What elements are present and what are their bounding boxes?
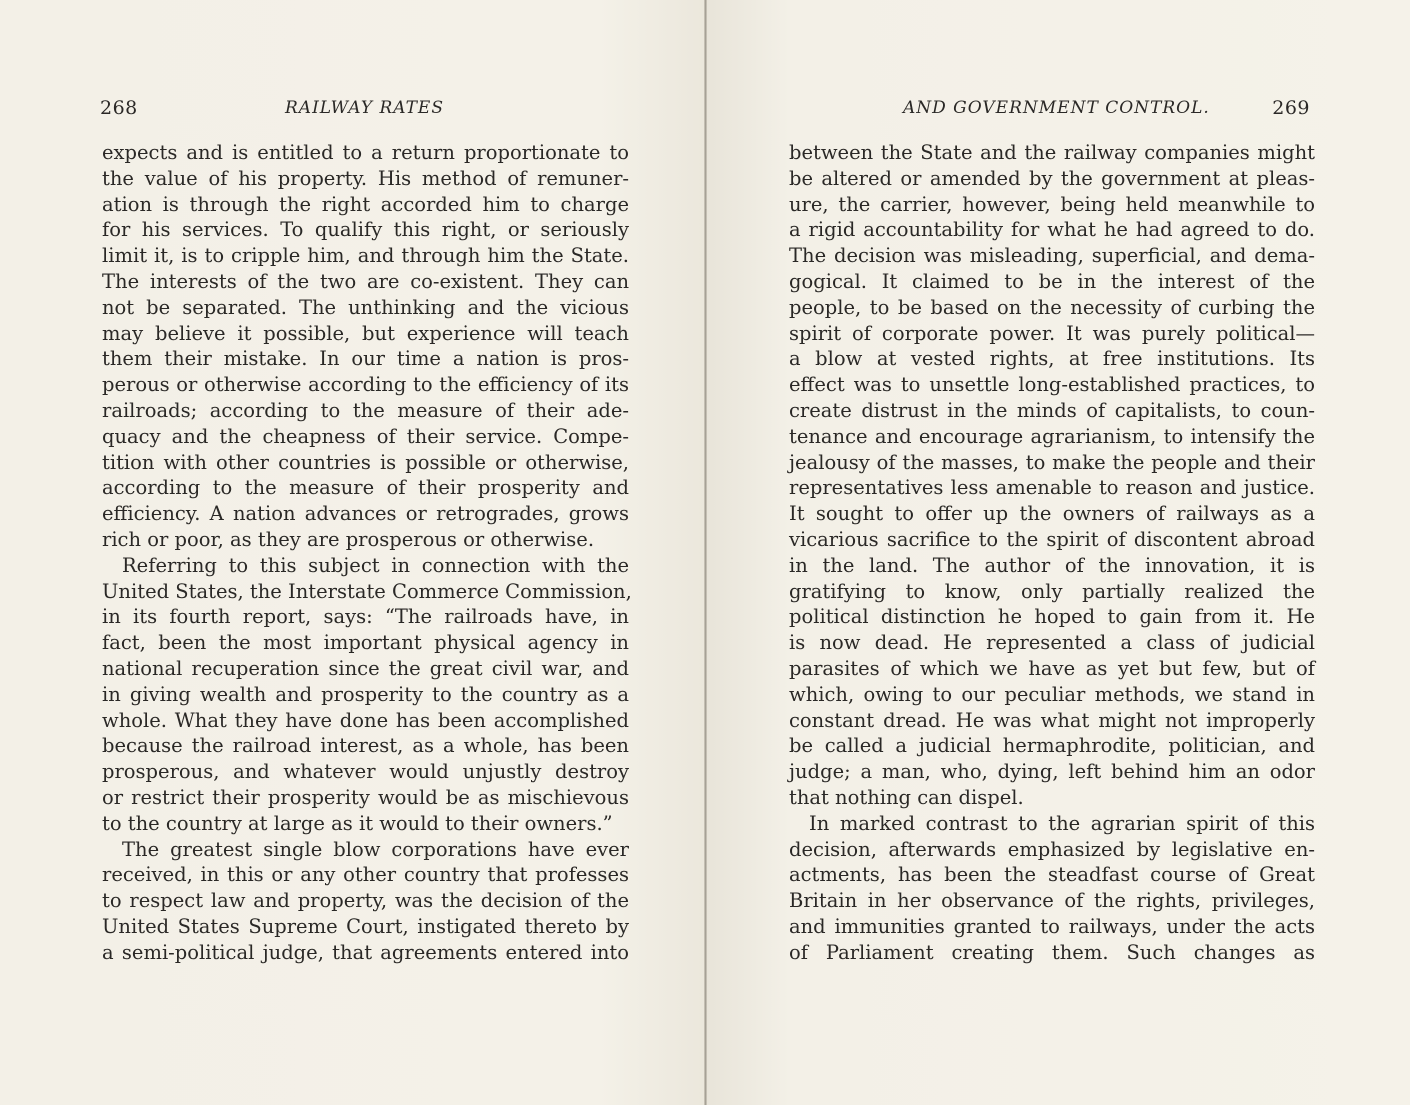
text-line: national recuperation since the great civil war, and (102, 656, 629, 680)
right-page (705, 0, 1410, 1105)
text-line: judge; a man, who, dying, left behind him an odor (789, 760, 1315, 784)
text-line: ure, the carrier, however, being held meanwhile to (789, 192, 1315, 216)
text-line: people, to be based on the necessity of curbing the (789, 295, 1315, 319)
text-line: fact, been the most important physical agency in (102, 631, 629, 655)
text-line: quacy and the cheapness of their service. Compe- (102, 424, 629, 448)
left-page-header (100, 97, 627, 123)
text-line: political distinction he hoped to gain from it. He (789, 605, 1315, 629)
text-line: or restrict their prosperity would be as mischievous (102, 785, 629, 809)
text-line: parasites of which we have as yet but few, but of (789, 656, 1315, 680)
text-line: to the country at large as it would to their owners.” (102, 811, 613, 835)
text-line: in its fourth report, says: “The railroads have, in (102, 605, 629, 629)
text-line: gratifying to know, only partially realized the (789, 579, 1315, 603)
text-line: between the State and the railway companies might (789, 141, 1315, 164)
right-running-head: AND GOVERNMENT CONTROL. (903, 98, 1210, 118)
text-line: not be separated. The unthinking and the vicious (102, 295, 629, 319)
text-line: Britain in her observance of the rights, privileges, (789, 889, 1315, 913)
text-line: United States, the Interstate Commerce Commission, (102, 579, 632, 603)
text-line: in the land. The author of the innovation, it is (789, 553, 1315, 577)
text-line: vicarious sacrifice to the spirit of discontent abroad (789, 527, 1315, 551)
text-line: gogical. It claimed to be in the interest of the (789, 269, 1315, 293)
text-line: The decision was misleading, superficial, and dema- (789, 244, 1315, 268)
text-line: the value of his property. His method of remuner- (102, 166, 629, 190)
text-line: ation is through the right accorded him to charge (102, 192, 629, 216)
text-line: to respect law and property, was the decision of the (102, 889, 629, 913)
text-line: received, in this or any other country that professes (102, 863, 629, 887)
text-line: may believe it possible, but experience will teach (102, 321, 629, 345)
text-line: according to the measure of their prosperity and (102, 476, 629, 500)
right-page-header (785, 97, 1310, 123)
text-line: railroads; according to the measure of their ade- (102, 398, 629, 422)
text-line: tenance and encourage agrarianism, to intensify the (789, 424, 1315, 448)
text-line: The interests of the two are co-existent. They can (102, 269, 629, 293)
text-line: in giving wealth and prosperity to the country as a (102, 682, 629, 706)
text-line: rich or poor, as they are prosperous or otherwise. (102, 527, 595, 551)
text-line: expects and is entitled to a return proportionate to (102, 141, 629, 164)
text-line: The greatest single blow corporations have ever (122, 837, 629, 861)
text-line: actments, has been the steadfast course of Great (789, 863, 1315, 887)
text-line: a rigid accountability for what he had agreed to do. (789, 218, 1315, 242)
text-line: for his services. To qualify this right, or seriously (102, 218, 629, 242)
text-line: prosperous, and whatever would unjustly destroy (102, 760, 629, 784)
text-line: and immunities granted to railways, under the acts (789, 914, 1315, 938)
left-page-number: 268 (100, 97, 138, 119)
left-page-body (102, 140, 632, 966)
text-line: Referring to this subject in connection with the (122, 553, 629, 577)
text-line: jealousy of the masses, to make the people and their (789, 450, 1315, 474)
text-line: It sought to offer up the owners of railways as a (789, 502, 1315, 526)
text-line: decision, afterwards emphasized by legislative en- (789, 837, 1315, 861)
left-running-head: RAILWAY RATES (285, 98, 444, 118)
text-line: a semi-political judge, that agreements entered into (102, 940, 629, 964)
right-page-body (789, 140, 1315, 966)
text-line: which, owing to our peculiar methods, we stand in (789, 682, 1315, 706)
text-line: whole. What they have done has been accomplished (102, 708, 629, 732)
text-line: create distrust in the minds of capitalists, to coun- (789, 398, 1315, 422)
book-gutter (704, 0, 707, 1105)
text-line: be altered or amended by the government at pleas- (789, 166, 1315, 190)
text-line: efficiency. A nation advances or retrogrades, grows (102, 502, 629, 526)
text-line: of Parliament creating them. Such changes as (789, 940, 1315, 964)
text-line: them their mistake. In our time a nation is pros- (102, 347, 629, 371)
text-line: because the railroad interest, as a whole, has been (102, 734, 629, 758)
text-line: constant dread. He was what might not improperly (789, 708, 1315, 732)
text-line: a blow at vested rights, at free institutions. Its (789, 347, 1315, 371)
right-page-number: 269 (1272, 97, 1310, 119)
text-line: effect was to unsettle long-established practices, to (789, 373, 1315, 397)
text-line: United States Supreme Court, instigated thereto by (102, 914, 629, 938)
text-line: limit it, is to cripple him, and through him the State. (102, 244, 629, 268)
text-line: In marked contrast to the agrarian spirit of this (809, 811, 1315, 835)
text-line: is now dead. He represented a class of judicial (789, 631, 1315, 655)
text-line: be called a judicial hermaphrodite, politician, and (789, 734, 1315, 758)
text-line: tition with other countries is possible or otherwise, (102, 450, 629, 474)
text-line: perous or otherwise according to the efficiency of its (102, 373, 629, 397)
text-line: spirit of corporate power. It was purely political— (789, 321, 1315, 345)
text-line: that nothing can dispel. (789, 785, 1024, 809)
text-line: representatives less amenable to reason and justice. (789, 476, 1315, 500)
